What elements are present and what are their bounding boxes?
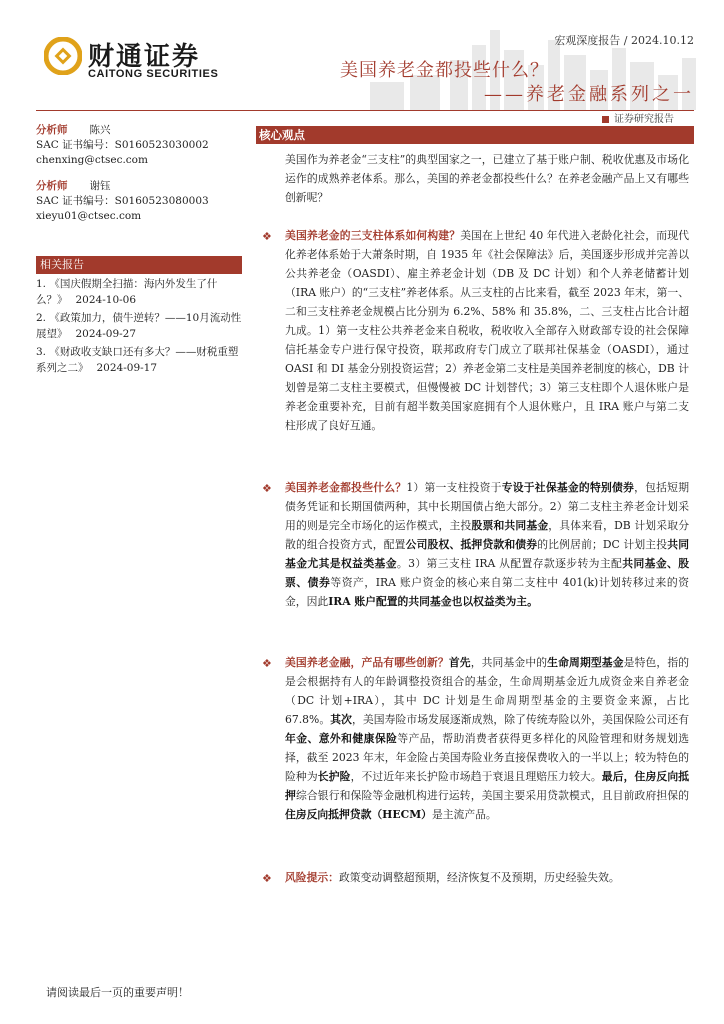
related-report-item[interactable]: 3. 《财政收支缺口还有多大？——财税重塑系列之二》 2024-09-17	[36, 346, 239, 374]
analyst-email[interactable]: xieyu01@ctsec.com	[36, 210, 142, 222]
diamond-bullet-icon: ❖	[262, 872, 272, 885]
analyst-email[interactable]: chenxing@ctsec.com	[36, 154, 148, 166]
section-investments: 美国养老金都投些什么？1）第一支柱投资于专设于社保基金的特别债券，包括短期债务凭证和长期国债两种，其中长期国债占绝大部分。2）第二支柱主养老金计划采用的则是完全市场化的运作模式，主投股票和共同基金，具体来看，DB 计划采取分散的组合投资方式，配置公司股权、抵押贷款和债券的比例居前；DC 计划主投共同基金尤其是权益类基金。3）第三支柱 IRA 从配置存款逐步转为主配共同基金、股票、债券等资产，IRA 账户资金的核心来自第二支柱中 401(k)计划转移过来的资金，因此IRA 账户配置的共同基金也以权益类为主。	[285, 481, 689, 608]
report-subtitle: ——养老金融系列之一	[484, 84, 694, 105]
intro-paragraph: 美国作为养老金“三支柱”的典型国家之一，已建立了基于账户制、税收优惠及市场化运作的成熟养老体系。那么，美国的养老金都投些什么？在养老金融产品上又有哪些创新呢？	[285, 153, 689, 204]
logo-chinese: 财通证券	[88, 42, 201, 72]
diamond-bullet-icon: ❖	[262, 482, 272, 495]
risk-warning: 风险提示：政策变动调整超预期，经济恢复不及预期，历史经验失效。	[285, 871, 620, 884]
report-type-date: 宏观深度报告 / 2024.10.12	[554, 34, 694, 47]
related-report-item[interactable]: 2. 《政策加力，债牛逆转？——10月流动性展望》 2024-09-27	[36, 312, 242, 340]
core-viewpoints-heading: 核心观点	[256, 126, 694, 144]
square-bullet-icon	[602, 116, 609, 123]
related-reports-heading: 相关报告	[36, 256, 242, 274]
logo-english: CAITONG SECURITIES	[88, 68, 219, 80]
related-reports-list	[36, 276, 242, 378]
caitong-logo-icon	[44, 37, 82, 75]
related-report-item[interactable]: 1. 《国庆假期全扫描：海内外发生了什么？》 2024-10-06	[36, 278, 218, 306]
diamond-bullet-icon: ❖	[262, 230, 272, 243]
header-divider	[36, 110, 694, 111]
footer-disclaimer: 请阅读最后一页的重要声明！	[46, 986, 189, 999]
analyst-card: 分析师 谢钰 SAC 证书编号：S0160523080003 xieyu01@ctsec.com	[36, 180, 209, 222]
report-title: 美国养老金都投些什么？	[340, 60, 549, 81]
section-pillar-system: 美国养老金的三支柱体系如何构建？美国在上世纪 40 年代进入老龄化社会，而现代化养老体系始于大萧条时期，自 1935 年《社会保障法》后，美国逐步形成并完善以公共养老金（OASDI）、雇主养老金计划（DB 及 DC 计划）和个人养老储蓄计划（IRA 账户）的“三支柱”养老体系。从三支柱的占比来看，截至 2023 年末，第一、二和三支柱养老金规模占比分别为 6.2%、58% 和 35.8%，二、三支柱占比合计超九成。1）第一支柱公共养老金来自税收，税收收入全部存入财政部专设的社会保障信托基金专户进行保守投资，联邦政府专门成立了联邦社保基金（OASDI），通过 OASI 和 DI 基金分别投资运营；2）养老金第二支柱是美国养老制度的核心，DB 计划曾是第二支柱主要模式，但慢慢被 DC 计划替代；3）第三支柱即个人退休账户是养老金重要补充，目前有超半数美国家庭拥有个人退休账户，且 IRA 账户与第二支柱形成了良好互通。	[285, 229, 690, 432]
diamond-bullet-icon: ❖	[262, 657, 272, 670]
report-badge: 证券研究报告	[602, 110, 674, 125]
analyst-card: 分析师 陈兴 SAC 证书编号：S0160523030002 chenxing@ctsec.com	[36, 124, 209, 166]
section-innovations: 美国养老金融，产品有哪些创新？首先，共同基金中的生命周期型基金是特色，指的是会根据持有人的年龄调整投资组合的基金，生命周期基金近九成资金来自养老金（DC 计划+IRA），其中 DC 计划是生命周期型基金的主要资金来源，占比 67.8%。其次，美国寿险市场发展逐渐成熟，除了传统寿险以外，美国保险公司还有年金、意外和健康保险等产品，帮助消费者获得更多样化的风险管理和财务规划选择，截至 2023 年末，年金险占美国寿险业务直接保费收入的一半以上；较为特色的险种为长护险，不过近年来长护险市场趋于衰退且理赔压力较大。最后，住房反向抵押综合银行和保险等金融机构进行运转，美国主要采用贷款模式，且目前政府担保的住房反向抵押贷款（HECM）是主流产品。	[285, 656, 690, 821]
